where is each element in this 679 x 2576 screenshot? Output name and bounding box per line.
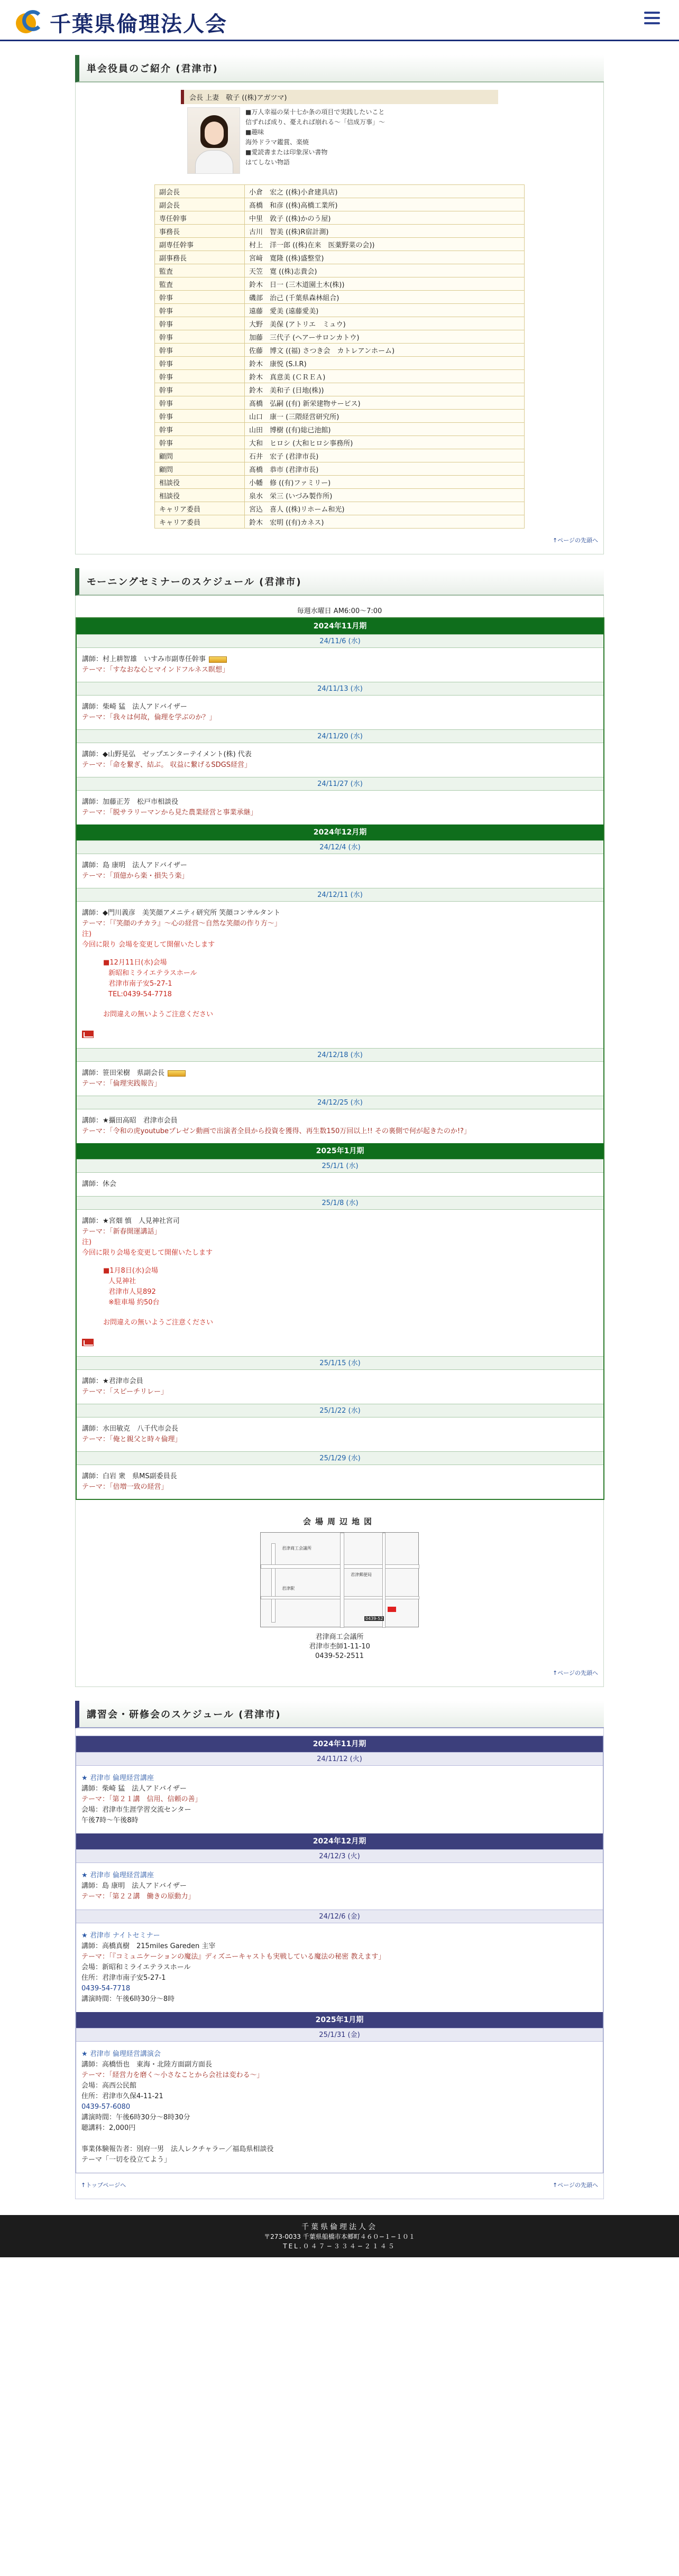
officer-name: 山口 康一 (三隈経営研究所)	[245, 410, 525, 423]
event-speaker-text: 講師：笹田栄樹 県副会長	[82, 1069, 165, 1077]
event-theme: テーマ：「経営力を磨く〜小さなことから会社は変わる〜」	[81, 2071, 264, 2079]
event-speaker: 講師：◆門川義彦 美笑顔アメニティ研究所 笑顔コンサルタント	[82, 909, 281, 917]
event-theme: テーマ：「第２２講 働きの原動力」	[81, 1893, 195, 1901]
seminar-event	[77, 1062, 603, 1096]
map-place: 君津商工会議所	[315, 1633, 364, 1641]
venue-info	[82, 958, 598, 1000]
new-badge-icon	[168, 1070, 186, 1077]
event-speaker: 講師：高橋悟也 東海・北陸方面副方面長	[81, 2061, 213, 2069]
officer-name: 髙橋 弘嗣 ((有) 新栄建物サービス)	[245, 396, 525, 410]
officer-name: 鈴木 康悦 (S.I.R)	[245, 357, 525, 370]
officer-role: 副事務長	[155, 251, 245, 264]
event-theme: テーマ：「スピーチリレー」	[82, 1388, 168, 1396]
seminar-event	[77, 902, 603, 1048]
officer-row	[155, 198, 525, 211]
officer-row	[155, 317, 525, 330]
venue-caution: お問違えの無いようご注意ください	[103, 1011, 214, 1018]
seminar-event	[77, 854, 603, 888]
page-top-link[interactable]: ↑ページの先頭へ	[553, 2182, 598, 2189]
event-speaker: 講師：島 康明 法人アドバイザー	[82, 861, 187, 869]
lecture-event	[76, 2042, 603, 2173]
officer-role: 幹事	[155, 383, 245, 396]
event-detail: 会場：君津市生涯学習交流センター	[81, 1806, 191, 1814]
venue-change-note: 注)	[82, 1238, 92, 1246]
venue-line: 人見神社	[108, 1277, 136, 1285]
venue-change-note: 注)	[82, 930, 92, 938]
officer-row	[155, 410, 525, 423]
event-tel[interactable]: 0439-57-6080	[81, 2103, 131, 2111]
lecture-event	[76, 1923, 603, 2012]
officer-name: 鈴木 美和子 (日地(株))	[245, 383, 525, 396]
officer-row	[155, 344, 525, 357]
schedule-caption: 毎週水曜日 AM6:00〜7:00	[297, 607, 382, 615]
event-speaker: 講師：◆山野晃弘 ゼップエンターテイメント(株) 代表	[82, 750, 252, 758]
venue-map[interactable]	[260, 1532, 419, 1627]
officers-section-title: 単会役員のご紹介 (君津市)	[75, 55, 604, 82]
event-detail: 講演時間：午後6時30分〜8時30分	[81, 2114, 190, 2121]
profile-line: 信ずれば成り、憂えれば崩れる〜「信成万事」〜	[245, 118, 386, 126]
event-speaker: 講師：柴崎 猛 法人アドバイザー	[82, 703, 187, 711]
officer-name: 髙橋 和彦 ((株)高橋工業所)	[245, 198, 525, 211]
officer-name: 村上 洋一郎 ((株)在来 医薬野菜の会))	[245, 238, 525, 251]
event-speaker: 講師：白岩 衆 県MS副委員長	[82, 1472, 177, 1480]
event-speaker: 講師：柴崎 猛 法人アドバイザー	[81, 1785, 187, 1793]
month-header: 2024年12月期	[77, 824, 603, 840]
event-speaker	[82, 654, 598, 665]
seminar-event	[77, 791, 603, 824]
venue-line: ■1月8日(水)会場	[103, 1267, 158, 1275]
officer-row	[155, 277, 525, 291]
officer-row	[155, 291, 525, 304]
event-type: ★ 君津市 倫理経営講演会	[81, 2050, 161, 2058]
officer-name: 泉水 栄三 (いづみ製作所)	[245, 489, 525, 502]
lecture-section	[75, 1728, 604, 2199]
profile-line: ■愛読書または印象深い書物	[245, 149, 328, 156]
mail-icon-wrap	[82, 1336, 598, 1350]
officer-row	[155, 383, 525, 396]
officer-role: 幹事	[155, 344, 245, 357]
month-header: 2025年1月期	[76, 2012, 603, 2028]
map-label: 君津郵便局	[351, 1572, 372, 1577]
seminar-event	[77, 743, 603, 777]
footer-org-name: 千葉県倫理法人会	[301, 2223, 378, 2231]
seminar-event	[77, 1210, 603, 1356]
morning-section	[75, 596, 604, 1687]
officer-role: 副会長	[155, 185, 245, 198]
officer-role: 相談役	[155, 489, 245, 502]
officer-name: 小倉 宏之 ((株)小倉建具店)	[245, 185, 525, 198]
event-theme: テーマ：「『笑顔のチカラ』〜心の経営〜自然な笑顔の作り方〜」	[82, 920, 281, 928]
venue-line: 君津市人見892	[108, 1288, 156, 1296]
officer-name: 鈴木 宏明 ((有)カネス)	[245, 515, 525, 529]
officer-role: 幹事	[155, 396, 245, 410]
officer-name: 髙橋 恭市 (君津市長)	[245, 462, 525, 476]
event-date: 24/12/11 (水)	[77, 888, 603, 902]
event-date: 25/1/1 (水)	[77, 1159, 603, 1173]
event-theme: テーマ：「新春開運講話」	[82, 1228, 161, 1236]
officer-role: キャリア委員	[155, 515, 245, 529]
officer-role: 監査	[155, 277, 245, 291]
seminar-event	[77, 1109, 603, 1143]
officer-row	[155, 238, 525, 251]
seminar-event	[77, 1465, 603, 1499]
event-detail: 住所：君津市久保4-11-21	[81, 2092, 163, 2100]
event-speaker: 講師：高橋真樹 215miles Gareden 主宰	[81, 1942, 216, 1950]
officer-role: 副専任幹事	[155, 238, 245, 251]
event-detail: テーマ「一切を役立てよう」	[81, 2156, 171, 2164]
officer-role: 幹事	[155, 291, 245, 304]
officer-name: 磯部 治己 (千葉県森林組合)	[245, 291, 525, 304]
event-detail: 聴講料：2,000円	[81, 2124, 136, 2132]
officer-name: 鈴木 日一 (三木道園土木(株))	[245, 277, 525, 291]
event-speaker: 講師：★宮畑 慎 人見神社宮司	[82, 1217, 180, 1225]
venue-line: TEL:0439-54-7718	[108, 990, 172, 998]
officer-role: 幹事	[155, 436, 245, 449]
event-date: 24/12/3 (火)	[76, 1849, 603, 1863]
officer-role: 相談役	[155, 476, 245, 489]
officer-row	[155, 225, 525, 238]
event-date: 25/1/29 (水)	[77, 1451, 603, 1465]
officer-name: 宮﨑 寛隆 ((株)盛整堂)	[245, 251, 525, 264]
page-top-link[interactable]: ↑ページの先頭へ	[553, 537, 598, 544]
mail-icon[interactable]	[82, 1339, 94, 1346]
event-speaker: 講師：加藤正芳 松戸市相談役	[82, 798, 179, 806]
event-speaker: 講師：島 康明 法人アドバイザー	[81, 1882, 187, 1890]
officer-row	[155, 370, 525, 383]
event-date: 24/11/12 (火)	[76, 1752, 603, 1766]
officer-role: 事務長	[155, 225, 245, 238]
event-theme: テーマ：「命を繋ぎ、結ぶ。 収益に繋げるSDGS経営」	[82, 761, 251, 769]
site-header	[0, 0, 679, 41]
event-detail: 午後7時〜午後8時	[81, 1817, 139, 1824]
officers-table	[154, 184, 525, 529]
event-date: 24/11/20 (水)	[77, 729, 603, 743]
officer-role: 幹事	[155, 370, 245, 383]
month-header: 2024年11月期	[76, 1736, 603, 1752]
event-detail: 住所：君津市南子安5-27-1	[81, 1974, 166, 1982]
lecture-event	[76, 1863, 603, 1910]
officer-role: 幹事	[155, 330, 245, 344]
officer-row	[155, 211, 525, 225]
logo-mark-icon	[15, 10, 45, 35]
event-theme: テーマ：「我々は何故，倫理を学ぶのか？」	[82, 714, 216, 721]
officer-name: 山田 博樹 ((有)総已池館)	[245, 423, 525, 436]
officer-row	[155, 304, 525, 317]
profile-line: ■万人幸福の栞十七か条の項目で実践したいこと	[245, 108, 385, 116]
mail-icon-wrap	[82, 1027, 598, 1042]
morning-section-title: モーニングセミナーのスケジュール (君津市)	[75, 568, 604, 596]
officer-row	[155, 476, 525, 489]
officer-role: 顧問	[155, 449, 245, 462]
officer-name: 天笠 寛 ((株)志貴会)	[245, 264, 525, 277]
event-detail: 会場：新昭和ミライエテラスホール	[81, 1963, 191, 1971]
event-type: ★ 君津市 倫理経営講座	[81, 1871, 154, 1879]
officer-row	[155, 264, 525, 277]
officer-row	[155, 489, 525, 502]
seminar-event	[77, 696, 603, 729]
officer-name: 古川 智美 ((株)R宿計測)	[245, 225, 525, 238]
event-theme: テーマ：「頂億から楽・損失う楽」	[82, 872, 189, 880]
event-speaker: 講師：水田敏克 八千代市会長	[82, 1425, 179, 1433]
event-theme: テーマ：「令和の虎youtubeプレゼン動画で出演者全員から投資を獲得、再生数150万回以上!! その裏側で何が起きたのか!?」	[82, 1127, 471, 1135]
president-profile	[181, 90, 498, 174]
map-label: 君津商工会議所	[282, 1546, 311, 1551]
event-theme: テーマ：「『コミュニケーションの魔法』ディズニーキャストも実戦している魔法の秘密 教えます」	[81, 1953, 386, 1961]
officer-role: 監査	[155, 264, 245, 277]
event-theme: テーマ：「すなおな心とマインドフルネス瞑想」	[82, 666, 229, 674]
main-content	[75, 55, 604, 2199]
venue-map-block	[76, 1516, 603, 1661]
officer-row	[155, 330, 525, 344]
seminar-event	[77, 648, 603, 682]
event-theme: テーマ：「第２１講 信用、信頼の善」	[81, 1795, 202, 1803]
event-speaker	[82, 1068, 598, 1079]
officer-role: キャリア委員	[155, 502, 245, 515]
top-page-link[interactable]: ↑トップページへ	[81, 2182, 126, 2189]
event-speaker: 講師：休会	[82, 1180, 117, 1188]
officer-row	[155, 502, 525, 515]
event-theme: テーマ：「俺と親父と時々倫理」	[82, 1435, 182, 1443]
month-header: 2025年1月期	[77, 1143, 603, 1159]
officer-role: 副会長	[155, 198, 245, 211]
event-date: 24/11/27 (水)	[77, 777, 603, 791]
venue-line: ※駐車場 約50台	[108, 1299, 160, 1306]
officer-role: 幹事	[155, 317, 245, 330]
event-type: ★ 君津市 ナイトセミナー	[81, 1932, 160, 1940]
officer-name: 小幡 修 ((有)ファミリー)	[245, 476, 525, 489]
officer-row	[155, 185, 525, 198]
event-date: 25/1/15 (水)	[77, 1356, 603, 1370]
event-speaker: 講師：★君津市会員	[82, 1377, 143, 1385]
event-type: ★ 君津市 倫理経営講座	[81, 1774, 154, 1782]
officer-row	[155, 449, 525, 462]
event-date: 24/12/4 (水)	[77, 840, 603, 854]
month-header: 2024年12月期	[76, 1833, 603, 1849]
page-top-link[interactable]: ↑ページの先頭へ	[553, 1670, 598, 1676]
venue-line: 君津市南子安5-27-1	[108, 980, 172, 988]
president-heading: 会長 上妻 敬子 ((株)アガツマ)	[181, 90, 498, 104]
site-logo[interactable]	[15, 7, 227, 38]
officer-role: 幹事	[155, 423, 245, 436]
officer-name: 中里 敦子 ((株)かのう屋)	[245, 211, 525, 225]
event-theme: テーマ：「倫理実践報告」	[82, 1080, 161, 1088]
map-tel: 0439-52-2511	[315, 1652, 364, 1660]
morning-schedule	[76, 617, 604, 1500]
profile-line: ■趣味	[245, 128, 264, 136]
map-label: 君津駅	[282, 1586, 295, 1591]
lecture-event	[76, 1766, 603, 1833]
footer-tel[interactable]: TEL.０４７−３３４−２１４５	[283, 2243, 396, 2250]
venue-line: ■12月11日(水)会場	[103, 959, 167, 967]
lecture-section-title: 講習会・研修会のスケジュール (君津市)	[75, 1701, 604, 1728]
officer-row	[155, 251, 525, 264]
officer-row	[155, 462, 525, 476]
mail-icon[interactable]	[82, 1031, 94, 1038]
month-header: 2024年11月期	[77, 618, 603, 634]
president-photo	[187, 107, 240, 174]
venue-line: 新昭和ミライエテラスホール	[108, 969, 197, 977]
menu-icon[interactable]	[644, 12, 660, 25]
officer-role: 専任幹事	[155, 211, 245, 225]
map-label: 0439-52	[365, 1616, 383, 1621]
event-tel[interactable]: 0439-54-7718	[81, 1985, 131, 1993]
event-detail: 会場：高西公民館	[81, 2082, 137, 2090]
officer-role: 幹事	[155, 304, 245, 317]
officer-row	[155, 423, 525, 436]
seminar-event	[77, 1417, 603, 1451]
event-date: 24/12/6 (金)	[76, 1910, 603, 1923]
event-date: 24/12/25 (水)	[77, 1096, 603, 1109]
event-date: 25/1/22 (水)	[77, 1404, 603, 1417]
event-date: 24/12/18 (水)	[77, 1048, 603, 1062]
profile-line: 海外ドラマ鑑賞、楽焼	[245, 138, 309, 146]
venue-info	[82, 1266, 598, 1308]
officer-name: 石井 宏子 (君津市長)	[245, 449, 525, 462]
seminar-event	[77, 1173, 603, 1196]
officer-role: 顧問	[155, 462, 245, 476]
new-badge-icon	[209, 656, 227, 663]
venue-change-message: 今回に限り 会場を変更して開催いたします	[82, 941, 215, 949]
officer-name: 加藤 三代子 (ヘアーサロンカトウ)	[245, 330, 525, 344]
officer-name: 大和 ヒロシ (大和ヒロシ事務所)	[245, 436, 525, 449]
event-theme: テーマ：「倍増一致の経営」	[82, 1483, 168, 1491]
event-speaker-text: 講師：村上耕智雄 いすみ市副専任幹事	[82, 655, 206, 663]
event-date: 24/11/6 (水)	[77, 634, 603, 648]
officer-row	[155, 357, 525, 370]
officer-role: 幹事	[155, 357, 245, 370]
footer-address: 〒273-0033 千葉県船橋市本郷町４６０−１−１０１	[264, 2233, 415, 2240]
map-address: 君津市杢師1-11-10	[309, 1643, 370, 1651]
officer-row	[155, 436, 525, 449]
profile-line: はてしない物語	[245, 159, 290, 166]
site-footer	[0, 2215, 679, 2257]
president-description	[245, 107, 385, 174]
officer-row	[155, 515, 525, 529]
event-theme: テーマ：「脱サラリーマンから見た農業経営と事業承継」	[82, 809, 258, 817]
event-date: 25/1/31 (金)	[76, 2028, 603, 2042]
event-detail	[81, 2134, 598, 2144]
event-date: 24/11/13 (水)	[77, 682, 603, 696]
seminar-event	[77, 1370, 603, 1404]
site-title: 千葉県倫理法人会	[50, 12, 227, 36]
venue-change-message: 今回に限り会場を変更して開催いたします	[82, 1249, 213, 1257]
map-title: 会場周辺地図	[302, 1517, 376, 1526]
map-pin-icon	[388, 1607, 396, 1612]
officer-name: 佐藤 博文 ((福) さつき会 カトレアンホーム)	[245, 344, 525, 357]
officers-section	[75, 82, 604, 554]
lecture-schedule	[76, 1736, 603, 2173]
officer-role: 幹事	[155, 410, 245, 423]
officer-name: 大野 美保 (アトリエ ミュウ)	[245, 317, 525, 330]
officer-name: 鈴木 真意美 (ＣＲＥＡ)	[245, 370, 525, 383]
officer-name: 遠藤 愛美 (遠藤愛美)	[245, 304, 525, 317]
officer-row	[155, 396, 525, 410]
event-date: 25/1/8 (水)	[77, 1196, 603, 1210]
event-detail: 講演時間：午後6時30分〜8時	[81, 1995, 175, 2003]
officer-name: 宮込 喜人 ((株)リホーム和光)	[245, 502, 525, 515]
event-detail: 事業体験報告者：別府一男 法人レクチャラー／福島県相談役	[81, 2145, 274, 2153]
venue-caution: お問違えの無いようご注意ください	[103, 1319, 214, 1327]
event-speaker: 講師：★攝田高昭 君津市会員	[82, 1117, 178, 1125]
